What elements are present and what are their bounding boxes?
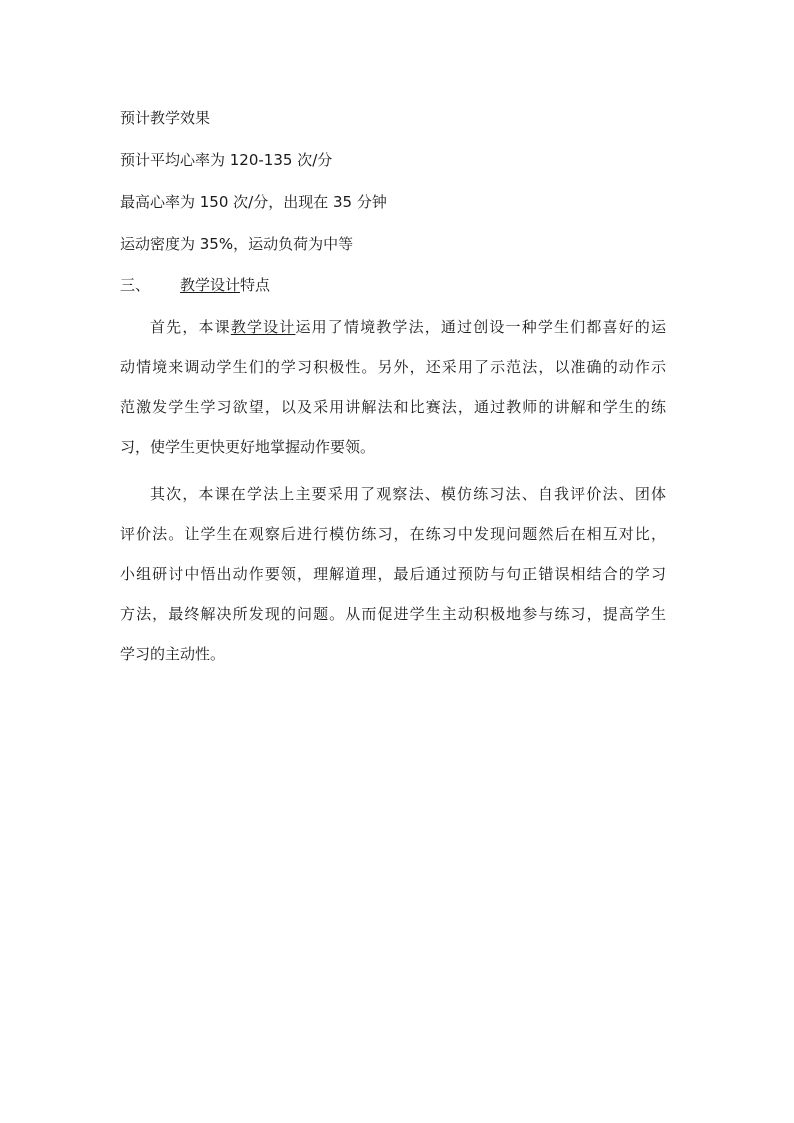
paragraph-line: 范激发学生学习欲望，以及采用讲解法和比赛法，通过教师的讲解和学生的练 (120, 398, 666, 416)
max-heart-rate-text: 最高心率为 150 次/分，出现在 35 分钟 (120, 193, 387, 211)
teaching-design-link[interactable]: 教学设计 (230, 318, 296, 336)
avg-heart-rate-text: 预计平均心率为 120-135 次/分 (120, 151, 333, 169)
section-title-underlined[interactable]: 教学设计 (180, 276, 241, 294)
paragraph-teaching-method (120, 307, 666, 467)
paragraph-line: 评价法。让学生在观察后进行模仿练习，在练习中发现问题然后在相互对比， (120, 525, 666, 543)
paragraph-line: 动情境来调动学生们的学习积极性。另外，还采用了示范法，以准确的动作示 (120, 358, 666, 376)
paragraph-line: 习，使学生更快更好地掌握动作要领。 (120, 438, 376, 456)
paragraph-line: 小组研讨中悟出动作要领，理解道理，最后通过预防与句正错误相结合的学习 (120, 565, 666, 583)
paragraph-line (120, 307, 666, 347)
exercise-density-text: 运动密度为 35%，运动负荷为中等 (120, 235, 354, 253)
text-span: 首先，本课 (150, 318, 231, 336)
section-title-rest: 特点 (240, 276, 271, 294)
paragraph-line: 方法，最终解决所发现的问题。从而促进学生主动积极地参与练习，提高学生 (120, 605, 666, 623)
section-number: 三、 (120, 276, 151, 294)
paragraph-line: 其次，本课在学法上主要采用了观察法、模仿练习法、自我评价法、团体 (150, 485, 666, 503)
paragraph-learning-method (120, 474, 666, 674)
paragraph-line: 学习的主动性。 (120, 645, 226, 663)
text-span: 运用了情境教学法，通过创设一种学生们都喜好的运 (295, 318, 666, 336)
effect-title: 预计教学效果 (120, 109, 211, 127)
section-heading (120, 275, 270, 295)
